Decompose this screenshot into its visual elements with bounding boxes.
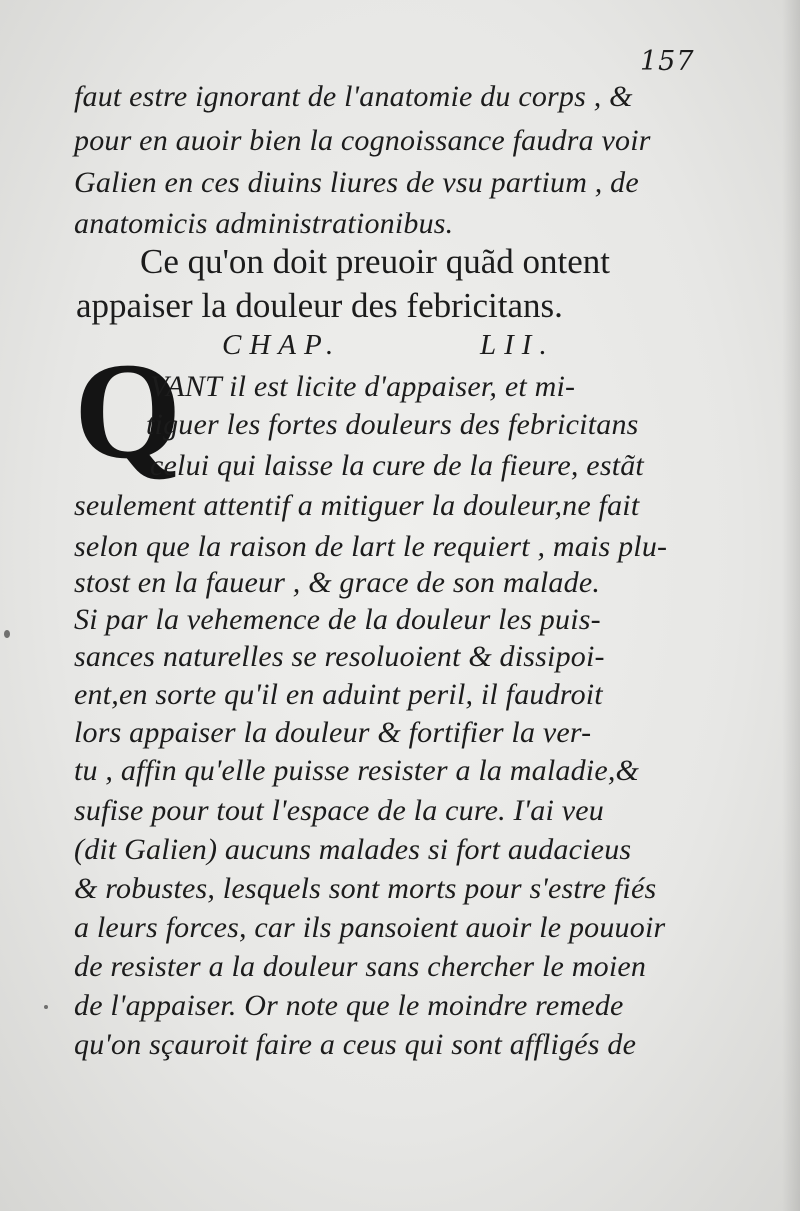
text-line: & robustes, lesquels sont morts pour s'estre fiés <box>74 872 657 905</box>
text-line: tiguer les fortes douleurs des febricitans <box>146 408 639 441</box>
text-line: VANT il est licite d'appaiser, et mi- <box>150 370 576 403</box>
text-line: ent,en sorte qu'il en aduint peril, il faudroit <box>74 678 603 711</box>
text-line: qu'on sçauroit faire a ceus qui sont affligés de <box>74 1028 637 1061</box>
text-line: (dit Galien) aucuns malades si fort audacieus <box>74 833 632 866</box>
text-line: Galien en ces diuins liures de vsu partium , de <box>74 166 639 199</box>
page-edge-shadow <box>782 0 800 1211</box>
text-line: sances naturelles se resoluoient & dissipoi- <box>74 640 605 673</box>
chapter-number: LII. <box>480 329 555 361</box>
chapter-label: CHAP. <box>222 329 342 361</box>
text-line: Si par la vehemence de la douleur les puis- <box>74 603 601 636</box>
page-number: 157 <box>640 46 695 77</box>
text-line: anatomicis administrationibus. <box>74 207 454 240</box>
text-line: de resister a la douleur sans chercher le moien <box>74 950 647 983</box>
text-line: tu , affin qu'elle puisse resister a la maladie,& <box>74 754 640 787</box>
drop-cap-initial: Q <box>74 334 182 487</box>
text-line: stost en la faueur , & grace de son malade. <box>74 566 601 599</box>
text-line: de l'appaiser. Or note que le moindre remede <box>74 989 624 1022</box>
text-line: pour en auoir bien la cognoissance faudra voir <box>74 124 651 157</box>
ink-speck <box>4 630 10 638</box>
text-line: celui qui laisse la cure de la fieure, estãt <box>150 449 644 482</box>
text-line: selon que la raison de lart le requiert , mais plu- <box>74 530 668 563</box>
text-line: sufise pour tout l'espace de la cure. I'ai veu <box>74 794 604 827</box>
chapter-heading-line: Ce qu'on doit preuoir quãd ontent <box>140 242 610 281</box>
chapter-heading-line: appaiser la douleur des febricitans. <box>76 286 563 325</box>
text-line: lors appaiser la douleur & fortifier la ver- <box>74 716 592 749</box>
ink-speck <box>44 1005 48 1009</box>
text-line: a leurs forces, car ils pansoient auoir le pouuoir <box>74 911 666 944</box>
text-line: faut estre ignorant de l'anatomie du corps , & <box>74 80 633 113</box>
text-line: seulement attentif a mitiguer la douleur,ne fait <box>74 489 640 522</box>
